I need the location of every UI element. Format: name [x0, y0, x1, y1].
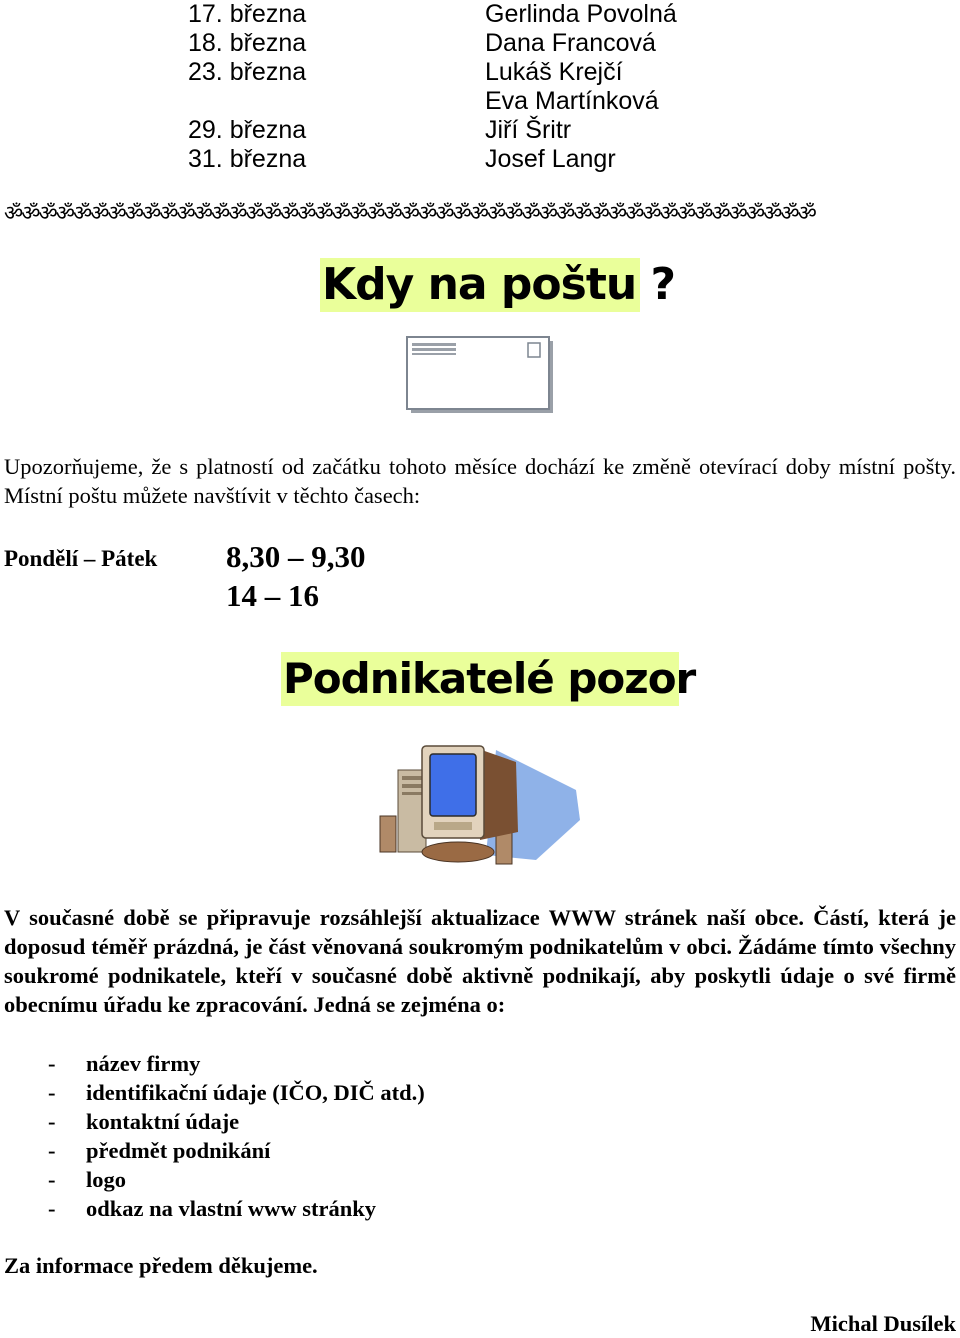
list-item — [4, 1049, 704, 1078]
envelope-icon — [406, 336, 554, 414]
thanks-note: Za informace předem děkujeme. — [4, 1253, 318, 1278]
list-item — [4, 1165, 704, 1194]
list-item — [4, 1194, 704, 1223]
list-bullet: - — [48, 1109, 56, 1134]
birthday-date: 18. března — [188, 29, 307, 57]
birthday-date: 23. března — [188, 58, 307, 86]
computer-icon — [376, 740, 582, 870]
business-heading: Podnikatelé pozor — [281, 652, 679, 706]
birthday-date: 31. března — [188, 145, 307, 173]
birthday-name: Dana Francová — [485, 29, 656, 57]
opening-hours-afternoon: 14 – 16 — [226, 578, 319, 613]
required-info-list — [4, 1049, 704, 1223]
list-bullet: - — [48, 1138, 56, 1163]
list-item — [4, 1136, 704, 1165]
post-office-intro: Upozorňujeme, že s platností od začátku tohoto měsíce dochází ke změně otevírací doby místní pošty. Místní poštu můžete navštívit v těchto časech: — [4, 454, 956, 508]
opening-hours-morning: 8,30 – 9,30 — [226, 539, 366, 574]
list-bullet: - — [48, 1051, 56, 1076]
birthday-name: Lukáš Krejčí — [485, 58, 623, 86]
list-bullet: - — [48, 1080, 56, 1105]
list-bullet: - — [48, 1196, 56, 1221]
list-item-text: kontaktní údaje — [86, 1109, 240, 1134]
opening-days: Pondělí – Pátek — [4, 546, 158, 571]
birthday-name: Gerlinda Povolná — [485, 0, 677, 28]
birthday-date: 17. března — [188, 0, 307, 28]
birthday-name: Eva Martínková — [485, 87, 659, 115]
birthday-name: Jiří Šritr — [485, 116, 572, 144]
list-item — [4, 1078, 704, 1107]
list-item-text: předmět podnikání — [86, 1138, 271, 1163]
list-item-text: identifikační údaje (IČO, DIČ atd.) — [86, 1080, 425, 1105]
list-item-text: logo — [86, 1167, 127, 1192]
business-body: V současné době se připravuje rozsáhlejší aktualizace WWW stránek naší obce. Částí, která je doposud téměř prázdná, je část věnovaná soukromým podnikatelům v obci. Žádáme tímto všechny soukromé podnikatele, kteří v současné době aktivně podnikají, aby poskytli údaje o své firmě obecnímu úřadu ke zpracování. Jedná se zejména o: — [4, 905, 956, 1017]
list-item-text: název firmy — [86, 1051, 201, 1076]
ornamental-divider-icon: ॐॐॐॐॐॐॐॐॐॐॐॐॐॐॐॐॐॐॐॐॐॐॐॐॐॐॐॐॐॐॐॐॐॐॐॐॐॐॐॐॐॐॐॐॐॐॐ — [4, 201, 815, 225]
list-bullet: - — [48, 1167, 56, 1192]
list-item — [4, 1107, 704, 1136]
list-item-text: odkaz na vlastní www stránky — [86, 1196, 377, 1221]
birthday-name: Josef Langr — [485, 145, 616, 173]
birthday-date: 29. března — [188, 116, 307, 144]
signature: Michal Dusílek — [810, 1311, 956, 1336]
post-office-heading: Kdy na poštu ? — [322, 259, 676, 310]
